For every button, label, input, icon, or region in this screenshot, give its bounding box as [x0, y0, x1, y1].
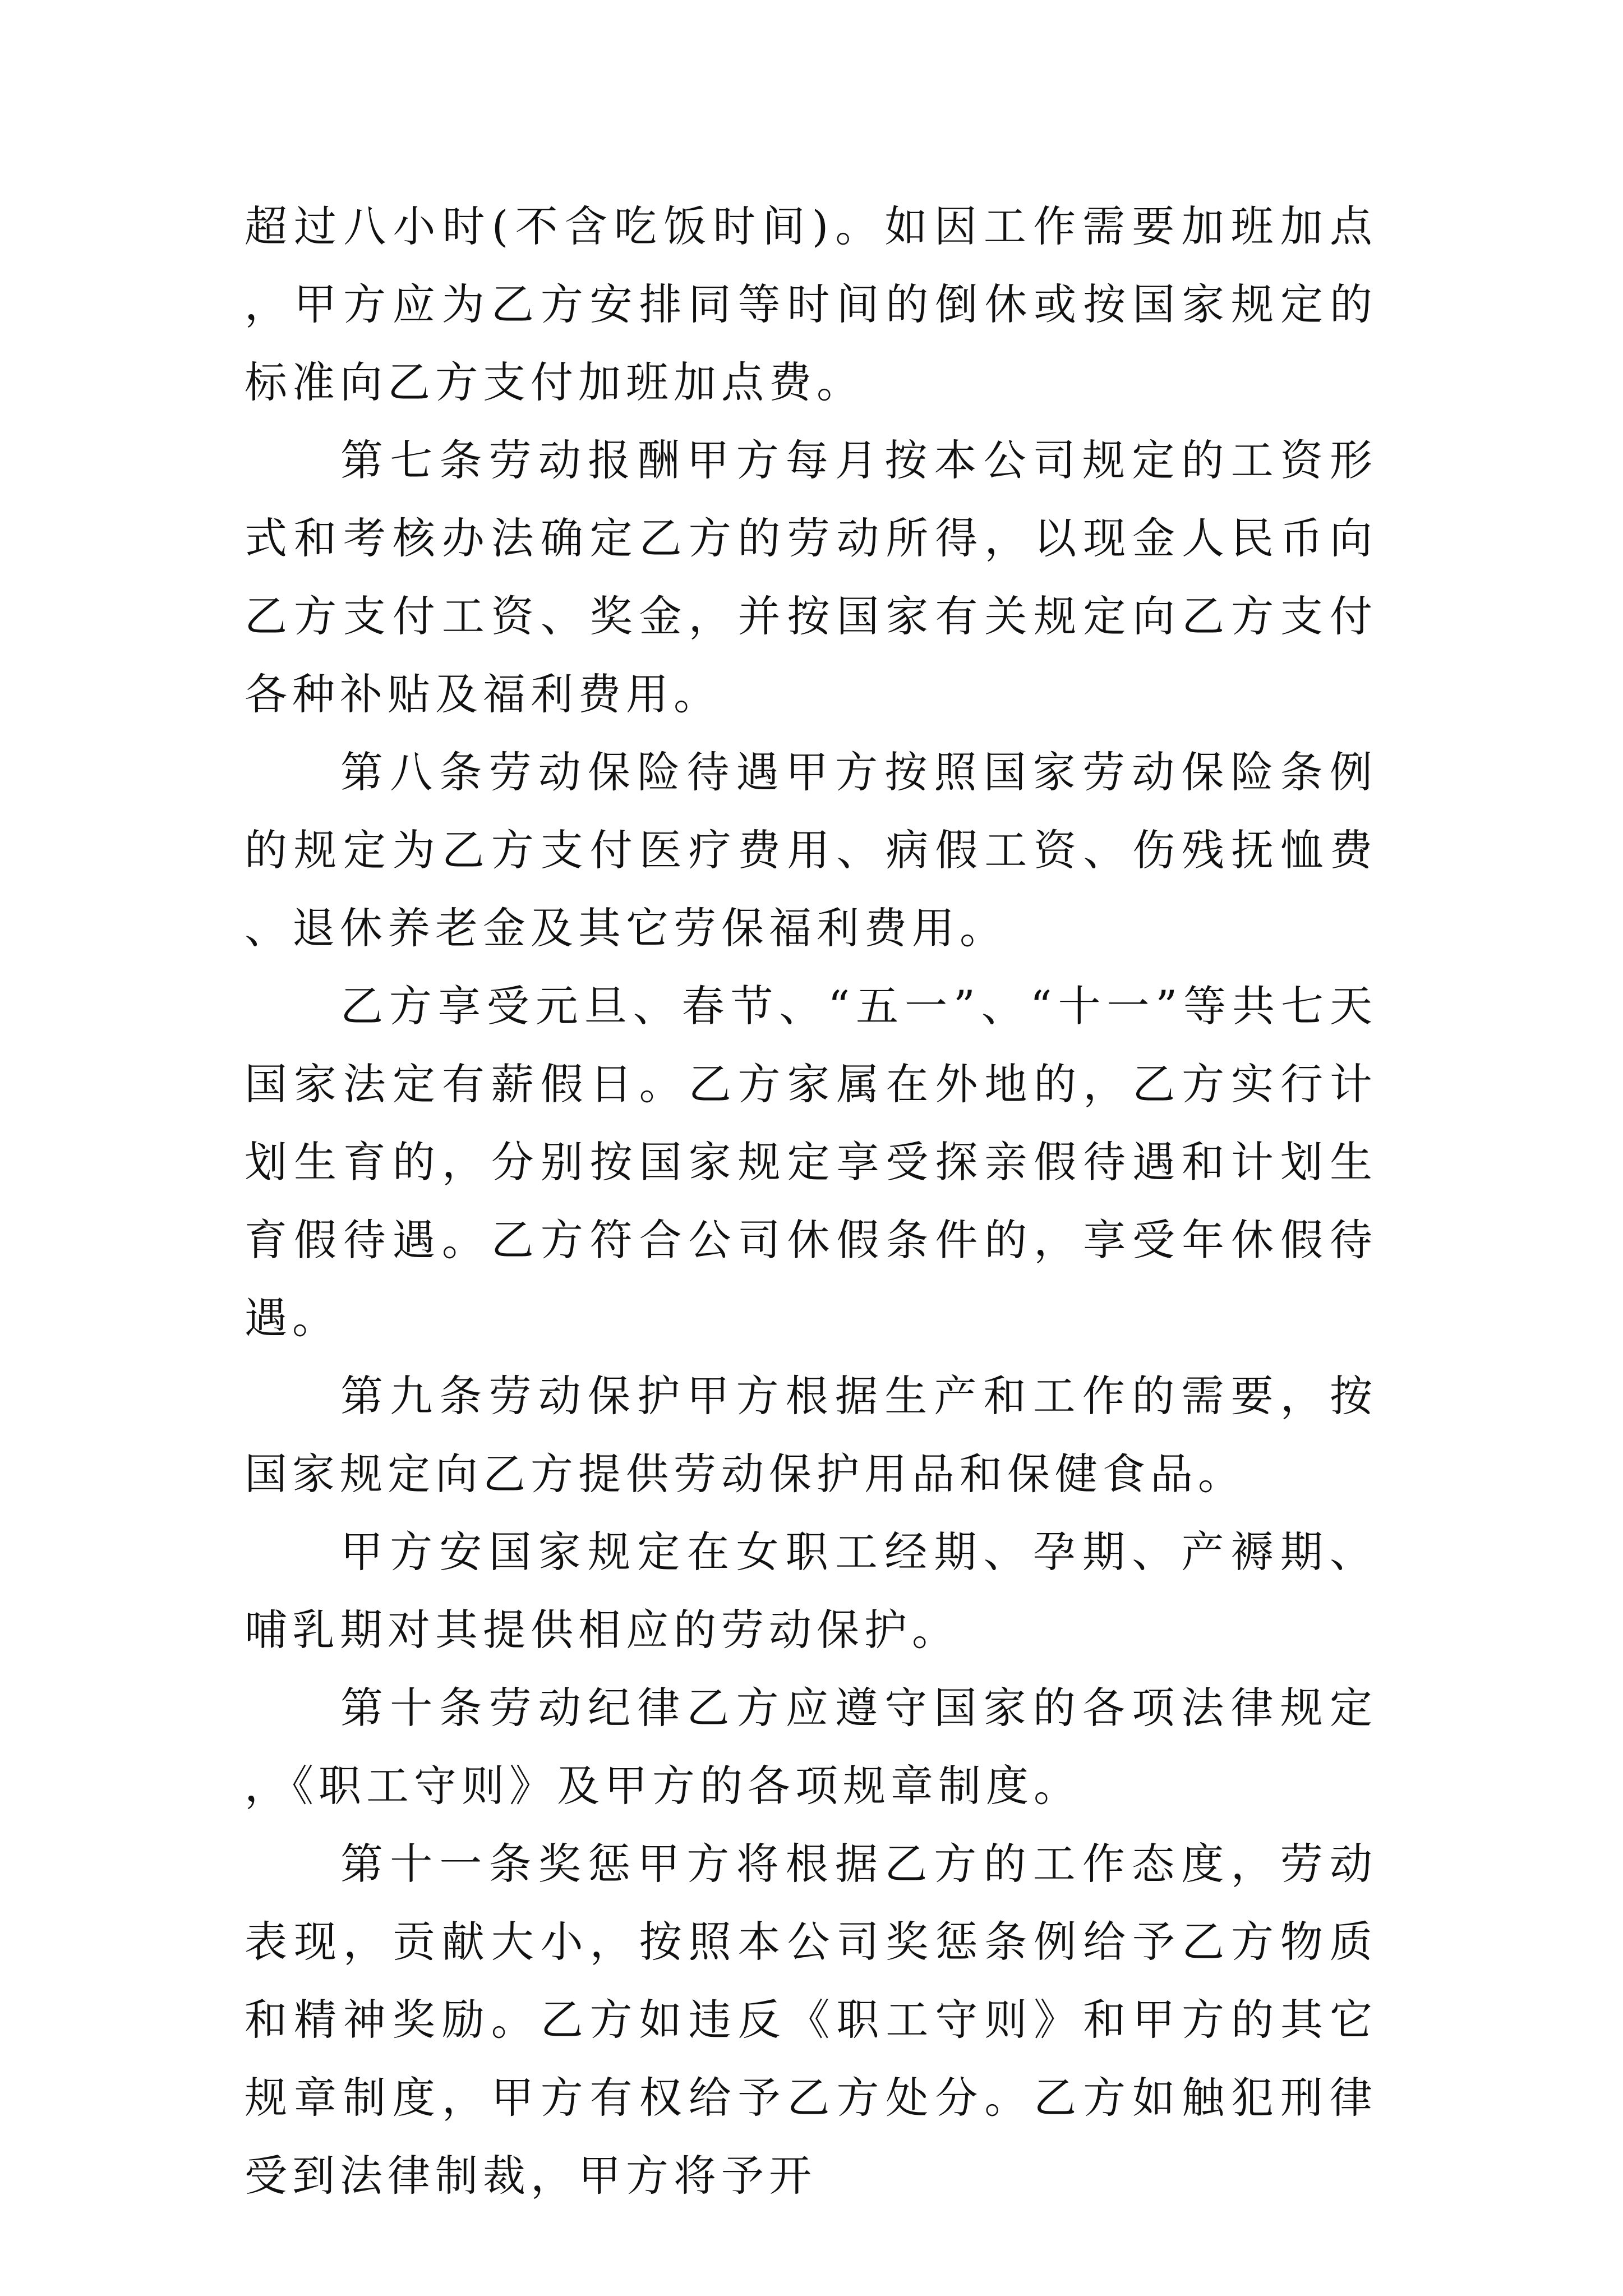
paragraph-article-9-protection: 第九条劳动保护甲方根据生产和工作的需要，按国家规定向乙方提供劳动保护用品和保健食品。	[245, 1371, 1377, 1499]
document-body	[245, 187, 1377, 2215]
paragraph-article-7-remuneration: 第七条劳动报酬甲方每月按本公司规定的工资形式和考核办法确定乙方的劳动所得，以现金人民币向乙方支付工资、奖金，并按国家有关规定向乙方支付各种补贴及福利费用。	[245, 435, 1377, 719]
paragraph-holidays: 乙方享受元旦、春节、“五一”、“十一”等共七天国家法定有薪假日。乙方家属在外地的，乙方实行计划生育的，分别按国家规定享受探亲假待遇和计划生育假待遇。乙方符合公司休假条件的，享受年休假待遇。	[245, 981, 1377, 1343]
paragraph-article-11-rewards-penalties: 第十一条奖惩甲方将根据乙方的工作态度，劳动表现，贡献大小，按照本公司奖惩条例给予乙方物质和精神奖励。乙方如违反《职工守则》和甲方的其它规章制度，甲方有权给予乙方处分。乙方如触犯刑律受到法律制裁，甲方将予开	[245, 1839, 1377, 2201]
paragraph-overtime-continuation: 超过八小时(不含吃饭时间)。如因工作需要加班加点，甲方应为乙方安排同等时间的倒休或按国家规定的标准向乙方支付加班加点费。	[245, 201, 1377, 407]
paragraph-article-8-insurance: 第八条劳动保险待遇甲方按照国家劳动保险条例的规定为乙方支付医疗费用、病假工资、伤残抚恤费、退休养老金及其它劳保福利费用。	[245, 747, 1377, 953]
paragraph-article-10-discipline: 第十条劳动纪律乙方应遵守国家的各项法律规定，《职工守则》及甲方的各项规章制度。	[245, 1683, 1377, 1811]
paragraph-female-worker-protection: 甲方安国家规定在女职工经期、孕期、产褥期、哺乳期对其提供相应的劳动保护。	[245, 1527, 1377, 1655]
